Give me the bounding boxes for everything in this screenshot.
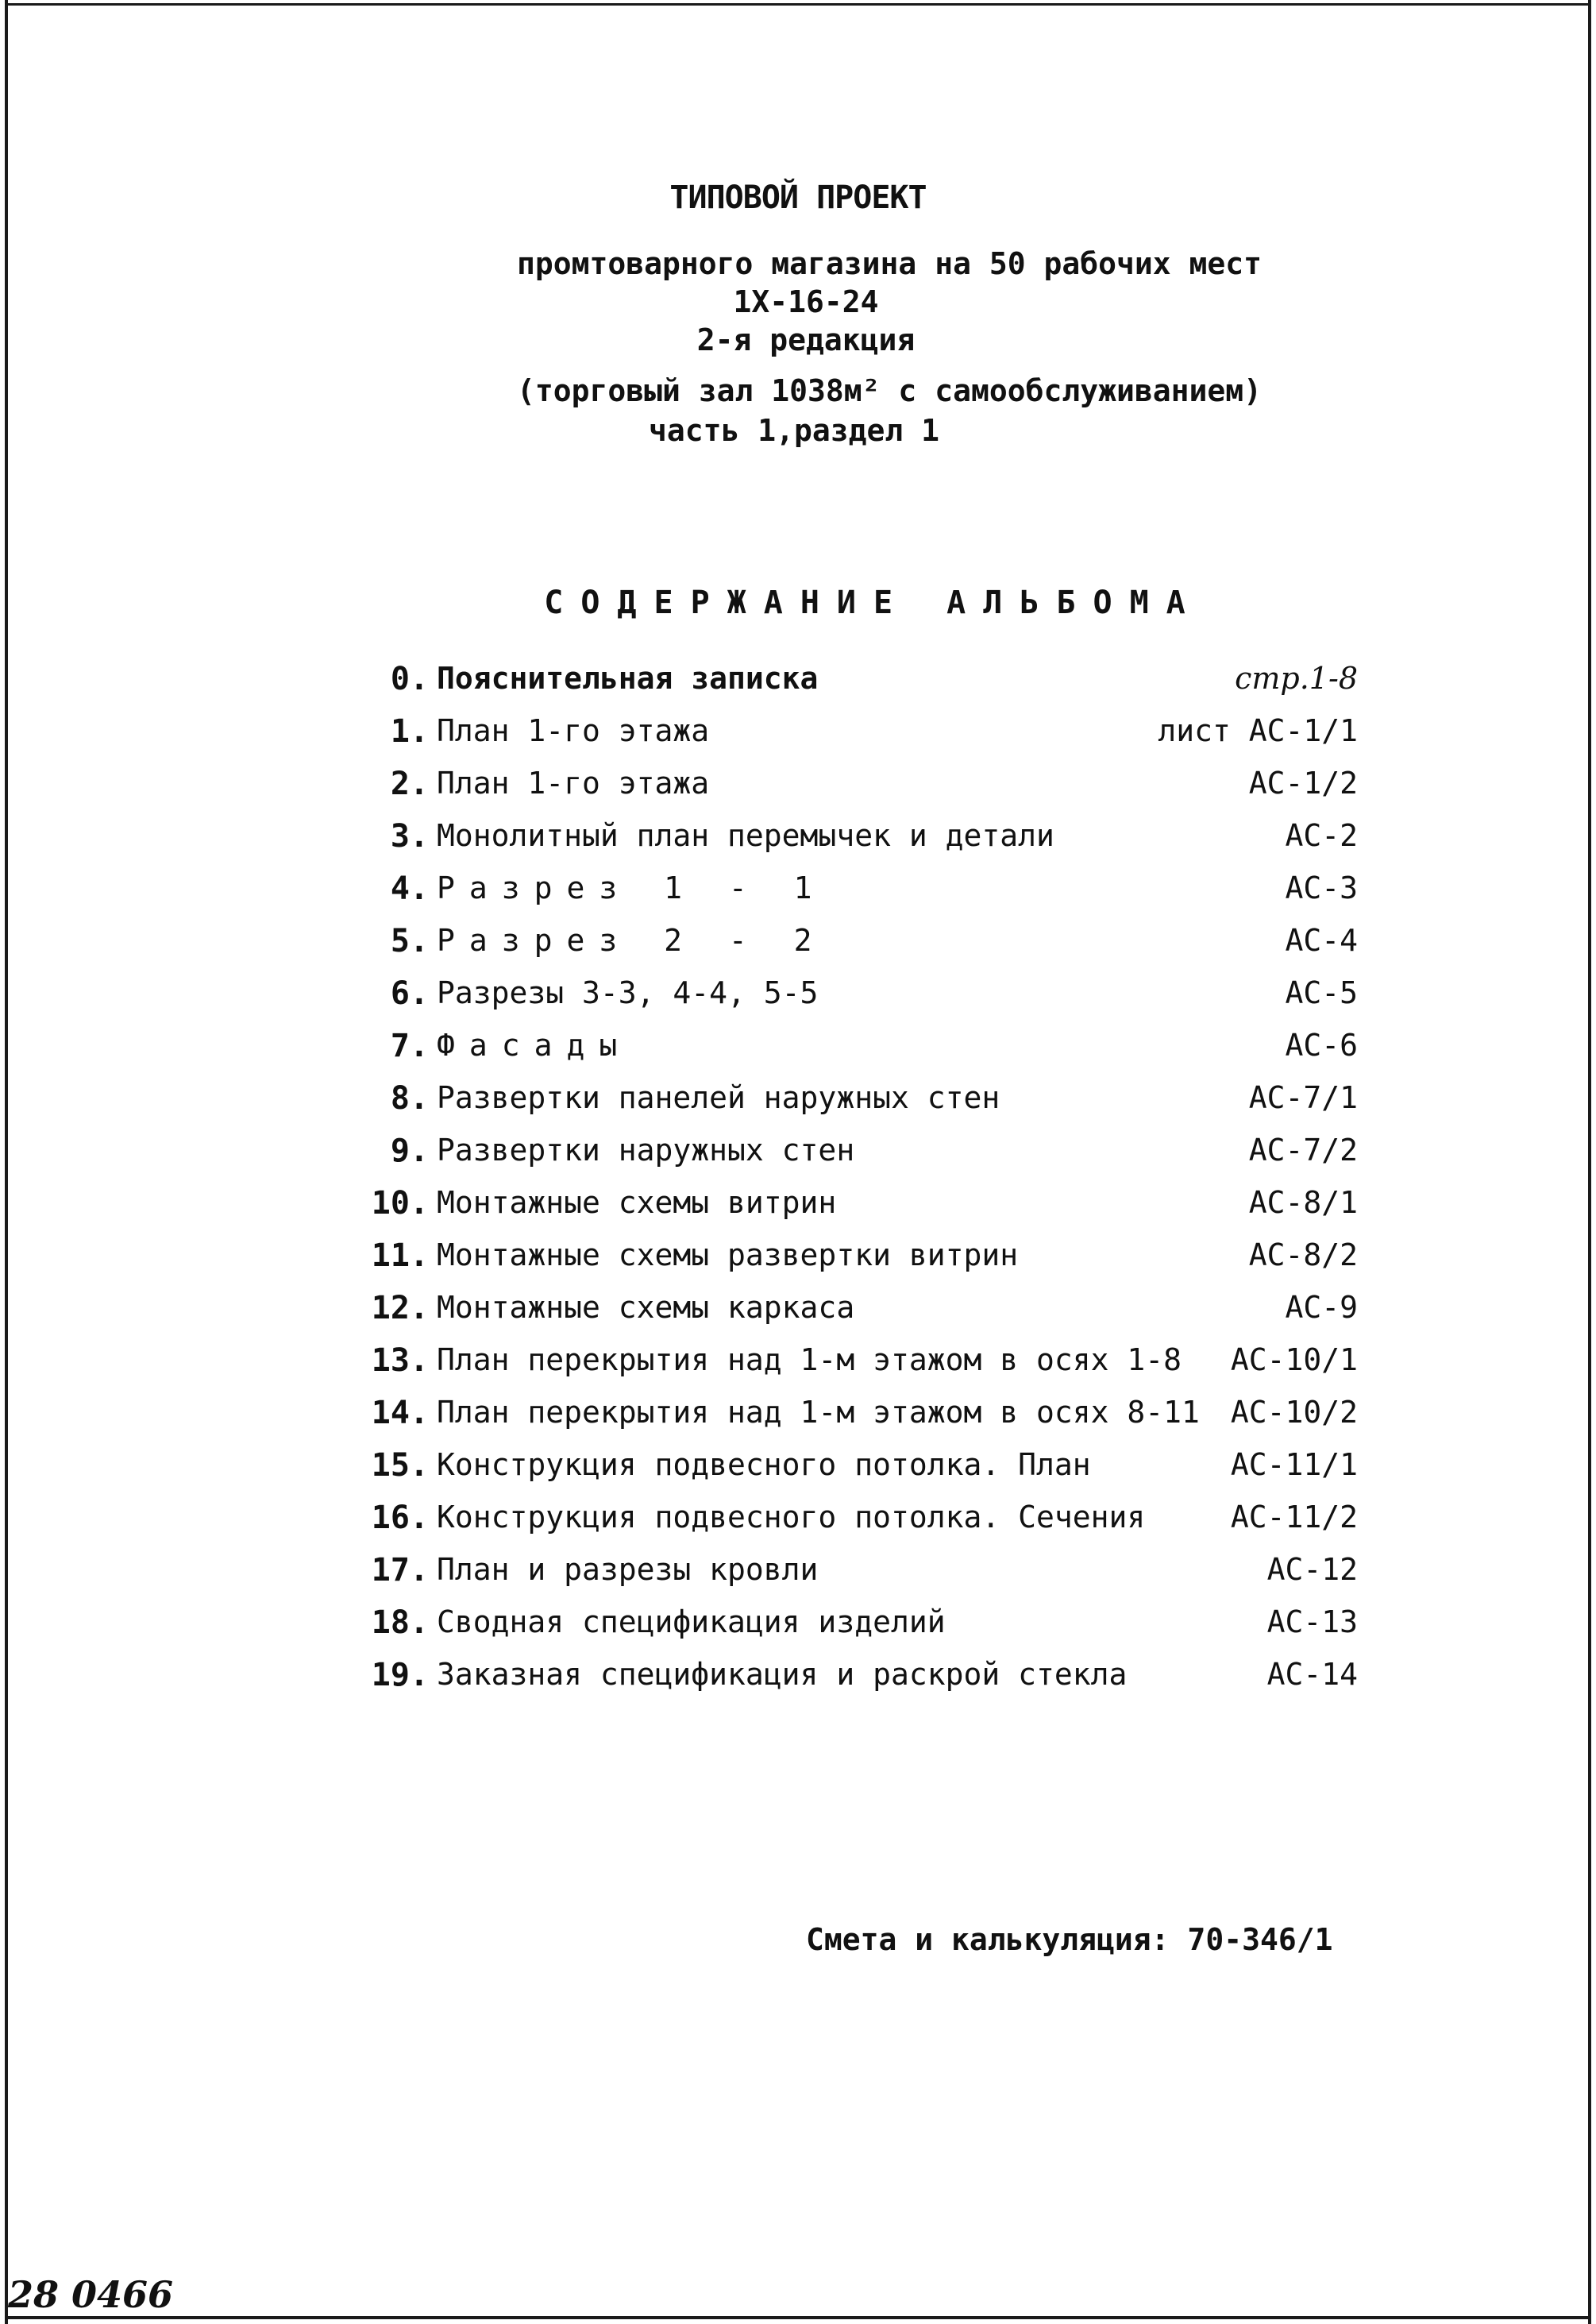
item-number: 11. — [371, 1237, 429, 1274]
item-number: 15. — [371, 1447, 429, 1484]
page-border-right — [1588, 0, 1591, 2324]
contents-item — [357, 1552, 1358, 1596]
item-number: 1. — [390, 713, 429, 750]
item-title: План 1-го этажа — [437, 713, 710, 748]
contents-item — [357, 1185, 1358, 1230]
contents-item — [357, 1342, 1358, 1387]
item-sheet-ref: АС-6 — [1285, 1028, 1358, 1063]
page-border-bottom — [5, 2316, 1591, 2319]
contents-item — [357, 1080, 1358, 1125]
item-sheet-ref: АС-8/1 — [1248, 1185, 1358, 1220]
contents-item — [357, 1604, 1358, 1649]
item-number: 19. — [371, 1657, 429, 1693]
item-number: 13. — [371, 1342, 429, 1379]
contents-item — [357, 871, 1358, 915]
item-sheet-ref: АС-11/1 — [1230, 1447, 1358, 1482]
item-title: Пояснительная записка — [437, 661, 819, 696]
page-border-top — [5, 3, 1591, 6]
item-sheet-ref: АС-7/2 — [1248, 1133, 1358, 1168]
item-title: План перекрытия над 1-м этажом в осях 1-8 — [437, 1342, 1182, 1377]
item-title: Монтажные схемы развертки витрин — [437, 1237, 1019, 1272]
contents-item — [357, 1395, 1358, 1439]
item-sheet-ref: АС-13 — [1266, 1604, 1358, 1639]
item-sheet-ref: АС-14 — [1266, 1657, 1358, 1692]
item-number: 3. — [390, 818, 429, 855]
item-sheet-ref: лист АС-1/1 — [1158, 713, 1358, 748]
item-sheet-ref: АС-8/2 — [1248, 1237, 1358, 1272]
page-border-left — [5, 0, 8, 2324]
item-number: 10. — [371, 1185, 429, 1222]
contents-item — [357, 1657, 1358, 1701]
item-number: 4. — [390, 871, 429, 907]
contents-item — [357, 1237, 1358, 1282]
item-title: Монтажные схемы каркаса — [437, 1290, 855, 1325]
item-sheet-ref: АС-7/1 — [1248, 1080, 1358, 1115]
item-number: 12. — [371, 1290, 429, 1326]
item-number: 7. — [390, 1028, 429, 1064]
project-description: промтоварного магазина на 50 рабочих мест — [517, 246, 1262, 281]
item-sheet-ref: АС-12 — [1266, 1552, 1358, 1587]
contents-item — [357, 1500, 1358, 1544]
item-title: Сводная спецификация изделий — [437, 1604, 946, 1639]
estimate-reference: Смета и калькуляция: 70-346/1 — [806, 1922, 1333, 1957]
item-title: Конструкция подвесного потолка. План — [437, 1447, 1091, 1482]
contents-item — [357, 766, 1358, 810]
item-title: Монолитный план перемычек и детали — [437, 818, 1054, 853]
item-number: 16. — [371, 1500, 429, 1536]
item-number: 6. — [390, 975, 429, 1012]
contents-item — [357, 1447, 1358, 1492]
contents-item — [357, 975, 1358, 1020]
part-section: часть 1,раздел 1 — [648, 413, 940, 448]
contents-heading: СОДЕРЖАНИЕ АЛЬБОМА — [544, 585, 1203, 621]
item-sheet-ref: АС-10/1 — [1230, 1342, 1358, 1377]
item-sheet-ref: АС-11/2 — [1230, 1500, 1358, 1535]
item-number: 14. — [371, 1395, 429, 1431]
item-title: Конструкция подвесного потолка. Сечения — [437, 1500, 1146, 1535]
item-number: 9. — [390, 1133, 429, 1169]
document-title: ТИПОВОЙ ПРОЕКТ — [669, 180, 927, 216]
item-title: Фасады — [437, 1028, 632, 1063]
contents-item — [357, 1028, 1358, 1072]
item-number: 0. — [390, 661, 429, 697]
item-title: Заказная спецификация и раскрой стекла — [437, 1657, 1128, 1692]
project-code: 1Х-16-24 — [733, 284, 879, 319]
contents-item — [357, 923, 1358, 967]
item-number: 8. — [390, 1080, 429, 1117]
item-sheet-ref: АС-4 — [1285, 923, 1358, 958]
archive-number: 28 0466 — [8, 2273, 174, 2316]
revision: 2-я редакция — [696, 322, 916, 357]
contents-item — [357, 818, 1358, 863]
item-title: Монтажные схемы витрин — [437, 1185, 837, 1220]
item-sheet-ref: АС-10/2 — [1230, 1395, 1358, 1430]
item-sheet-ref: АС-1/2 — [1248, 766, 1358, 801]
item-title: Развертки наружных стен — [437, 1133, 855, 1168]
item-title: План 1-го этажа — [437, 766, 710, 801]
contents-item — [357, 1133, 1358, 1177]
item-sheet-ref: АС-3 — [1285, 871, 1358, 905]
item-number: 5. — [390, 923, 429, 959]
item-sheet-ref: стр.1-8 — [1235, 661, 1358, 696]
item-sheet-ref: АС-5 — [1285, 975, 1358, 1010]
item-number: 18. — [371, 1604, 429, 1641]
contents-item — [357, 713, 1358, 758]
sales-hall-note: (торговый зал 1038м² с самообслуживанием) — [517, 373, 1262, 408]
item-title: План и разрезы кровли — [437, 1552, 819, 1587]
contents-item — [357, 661, 1358, 705]
item-sheet-ref: АС-9 — [1285, 1290, 1358, 1325]
item-number: 17. — [371, 1552, 429, 1589]
item-sheet-ref: АС-2 — [1285, 818, 1358, 853]
item-number: 2. — [390, 766, 429, 802]
item-title: Разрез 2 - 2 — [437, 923, 827, 958]
item-title: Разрез 1 - 1 — [437, 871, 827, 905]
item-title: План перекрытия над 1-м этажом в осях 8-11 — [437, 1395, 1200, 1430]
item-title: Разрезы 3-3, 4-4, 5-5 — [437, 975, 819, 1010]
contents-item — [357, 1290, 1358, 1334]
item-title: Развертки панелей наружных стен — [437, 1080, 1000, 1115]
